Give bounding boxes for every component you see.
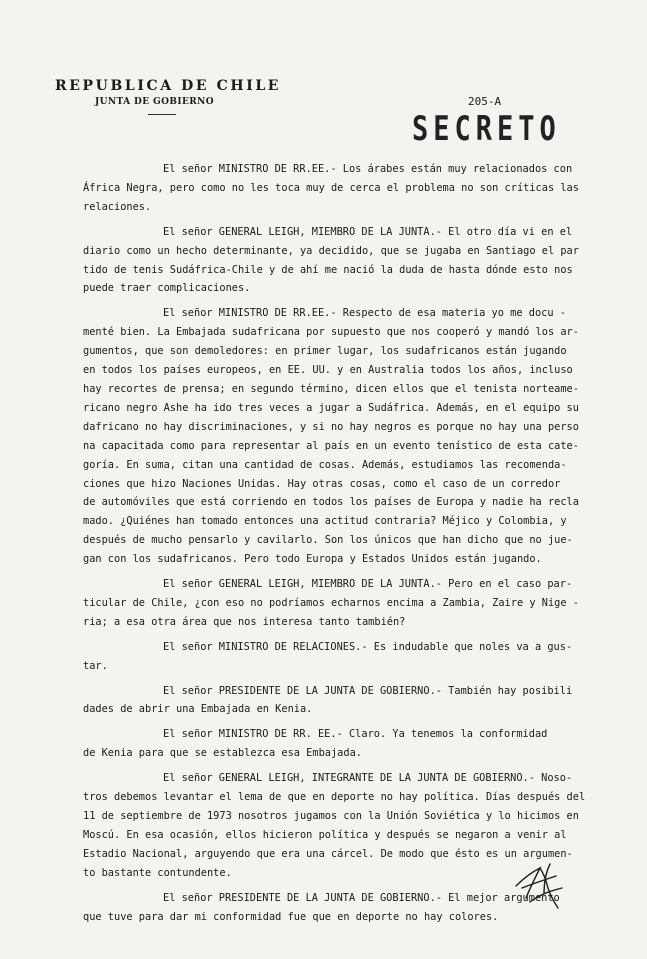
text-line: diario como un hecho determinante, ya decidido, que se jugaba en Santiago el par — [83, 244, 579, 257]
letterhead-rule — [148, 114, 176, 115]
text-line: de Kenia para que se establezca esa Embajada. — [83, 747, 362, 760]
letterhead-subtitle: JUNTA DE GOBIERNO — [95, 97, 215, 107]
text-line: relaciones. — [83, 200, 152, 213]
transcript-paragraph — [83, 769, 586, 882]
transcript-paragraph — [83, 304, 579, 569]
text-line: después de mucho pensarlo y cavilarlo. Son los únicos que han dicho que no jue- — [83, 534, 573, 547]
text-line: tido de tenis Sudáfrica-Chile y de ahí me nació la duda de hasta dónde esto nos — [83, 263, 573, 276]
text-line: mado. ¿Quiénes han tomado entonces una actitud contraria? Méjico y Colombia, y — [83, 515, 567, 528]
handwritten-signature — [510, 858, 568, 914]
text-line: El señor MINISTRO DE RELACIONES.- Es indudable que noles va a gus- — [163, 640, 573, 653]
transcript-paragraph — [83, 223, 579, 299]
text-line: goría. En suma, citan una cantidad de cosas. Además, estudiamos las recomenda- — [83, 458, 567, 471]
text-line: ricano negro Ashe ha ido tres veces a jugar a Sudáfrica. Además, en el equipo su — [83, 401, 579, 414]
transcript-paragraph — [83, 638, 573, 676]
text-line: tar. — [83, 659, 108, 672]
text-line: El señor GENERAL LEIGH, MIEMBRO DE LA JUNTA.- El otro día vi en el — [163, 225, 573, 238]
text-line: en todos los países europeos, en EE. UU. y en Australia todos los años, incluso — [83, 364, 573, 377]
text-line: Moscú. En esa ocasión, ellos hicieron política y después se negaron a venir al — [83, 828, 567, 841]
letterhead-title: REPUBLICA DE CHILE — [55, 78, 282, 94]
text-line: El señor PRESIDENTE DE LA JUNTA DE GOBIERNO.- El mejor argumento — [163, 891, 560, 904]
transcript-body — [83, 160, 586, 932]
transcript-paragraph — [83, 160, 579, 217]
text-line: gan con los sudafricanos. Pero todo Europa y Estados Unidos están jugando. — [83, 553, 542, 566]
text-line: menté bien. La Embajada sudafricana por supuesto que nos cooperó y mandó los ar- — [83, 326, 579, 339]
text-line: El señor MINISTRO DE RR. EE.- Claro. Ya tenemos la conformidad — [163, 728, 548, 741]
transcript-paragraph — [83, 725, 558, 763]
text-line: El señor PRESIDENTE DE LA JUNTA DE GOBIERNO.- También hay posibili — [163, 684, 573, 697]
text-line: Estadio Nacional, arguyendo que era una cárcel. De modo que ésto es un argumen- — [83, 847, 573, 860]
text-line: El señor MINISTRO DE RR.EE.- Respecto de esa materia yo me docu - — [163, 307, 566, 320]
text-line: dades de abrir una Embajada en Kenia. — [83, 703, 313, 716]
text-line: El señor GENERAL LEIGH, INTEGRANTE DE LA JUNTA DE GOBIERNO.- Noso- — [163, 772, 573, 785]
text-line: gumentos, que son demoledores: en primer lugar, los sudafricanos están jugando — [83, 345, 567, 358]
text-line: ria; a esa otra área que nos interesa tanto también? — [83, 615, 406, 628]
text-line: puede traer complicaciones. — [83, 282, 251, 295]
text-line: ticular de Chile, ¿con eso no podríamos echarnos encima a Zambia, Zaire y Nige - — [83, 596, 579, 609]
transcript-paragraph — [83, 889, 558, 927]
text-line: to bastante contundente. — [83, 866, 232, 879]
transcript-paragraph — [83, 575, 579, 632]
text-line: dafricano no hay discriminaciones, y si no hay negros es porque no hay una perso — [83, 420, 579, 433]
text-line: de automóviles que está corriendo en todos los países de Europa y nadie ha recla — [83, 496, 579, 509]
text-line: El señor GENERAL LEIGH, MIEMBRO DE LA JUNTA.- Pero en el caso par- — [163, 578, 573, 591]
text-line: ciones que hizo Naciones Unidas. Hay otras cosas, como el caso de un corredor — [83, 477, 561, 490]
text-line: que tuve para dar mi conformidad fue que en deporte no hay colores. — [83, 910, 499, 923]
transcript-paragraph — [83, 682, 573, 720]
text-line: El señor MINISTRO DE RR.EE.- Los árabes están muy relacionados con — [163, 163, 573, 175]
text-line: tros debemos levantar el lema de que en deporte no hay política. Días después del — [83, 791, 586, 804]
page-number: 205-A — [468, 95, 502, 108]
text-line: hay recortes de prensa; en segundo término, dicen ellos que el tenista norteame- — [83, 382, 579, 395]
secret-stamp: SECRETO — [412, 110, 561, 149]
text-line: 11 de septiembre de 1973 nosotros jugamos con la Unión Soviética y lo hicimos en — [83, 810, 579, 822]
text-line: na capacitada como para representar al país en un evento tenístico de esta cate- — [83, 439, 579, 452]
text-line: África Negra, pero como no les toca muy de cerca el problema no son críticas las — [83, 181, 579, 194]
